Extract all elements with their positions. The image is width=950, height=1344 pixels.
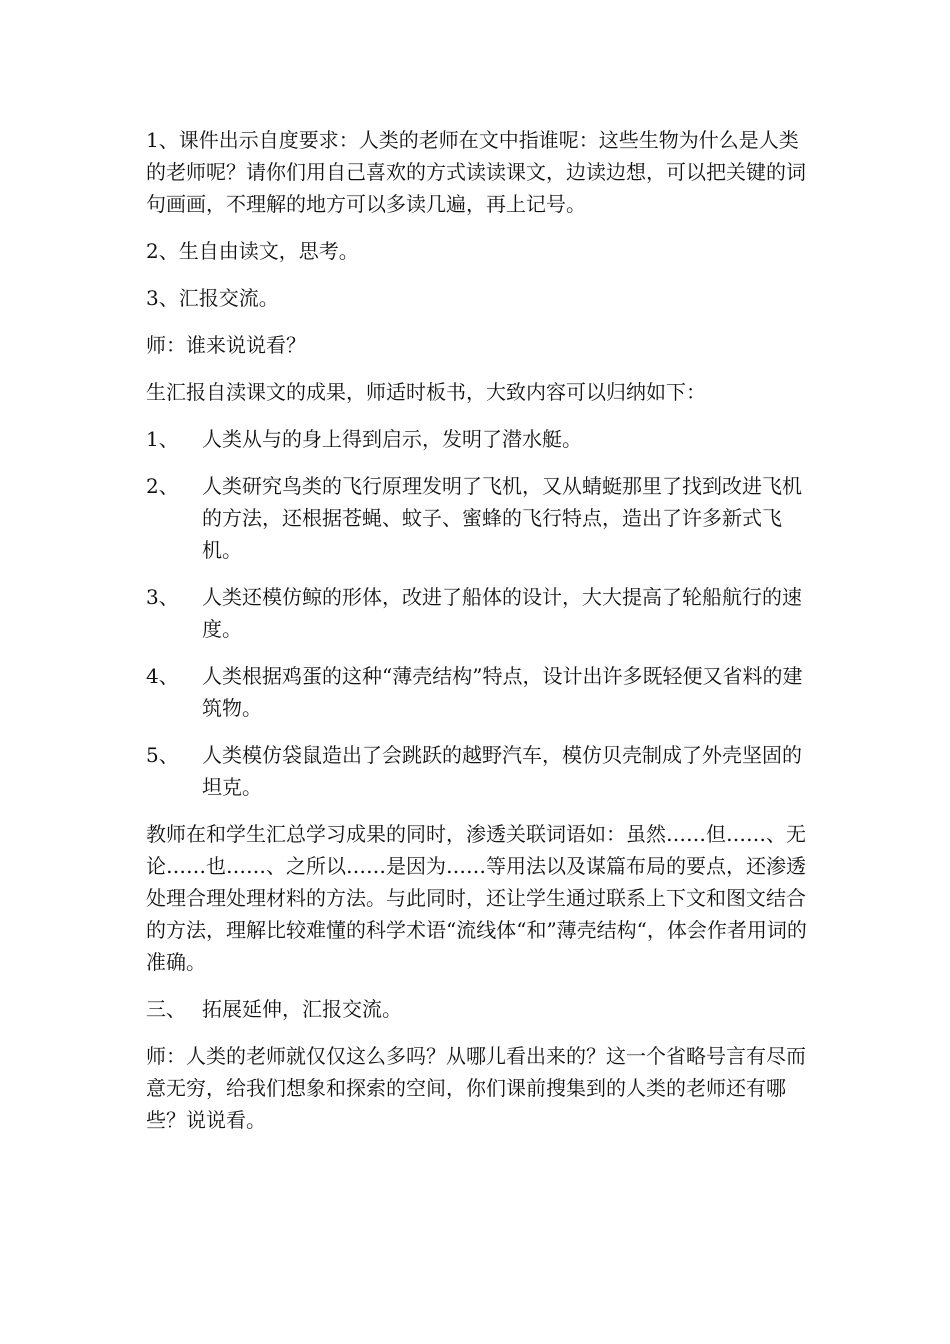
list-item-text: 人类根据鸡蛋的这种“薄壳结构”特点，设计出许多既轻便又省料的建筑物。 — [202, 664, 803, 720]
paragraph-teacher-extension-question: 师：人类的老师就仅仅这么多吗？从哪儿看出来的？这一个省略号言有尽而意无穷，给我们想象和探索的空间，你们课前搜集到的人类的老师还有哪些？说说看。 — [146, 1044, 806, 1132]
list-item-text: 人类从与的身上得到启示，发明了潜水艇。 — [202, 427, 582, 451]
list-item-number: 2、 — [146, 474, 179, 498]
paragraph-student-report: 生汇报自渎课文的成果，师适时板书，大致内容可以归纳如下： — [146, 380, 706, 404]
document-body — [146, 124, 810, 1151]
section-heading-extension — [146, 993, 810, 1025]
list-item — [146, 581, 810, 645]
paragraph-teacher-question: 师：谁来说说看？ — [146, 333, 306, 357]
list-item-text: 人类模仿袋鼠造出了会跳跃的越野汽车，模仿贝壳制成了外壳坚固的坦克。 — [202, 743, 802, 799]
list-item — [146, 660, 810, 724]
list-item-text: 人类还模仿鲸的形体，改进了船体的设计，大大提高了轮船航行的速度。 — [202, 585, 802, 641]
paragraph-free-reading: 2、生自由读文，思考。 — [146, 239, 359, 263]
paragraph-self-study-requirement: 1、课件出示自度要求：人类的老师在文中指谁呢：这些生物为什么是人类的老师呢？请你们用自己喜欢的方式读读课文，边读边想，可以把关键的词句画画，不理解的地方可以多读几遍，再上记号。 — [146, 128, 806, 216]
list-item-text: 人类研究鸟类的飞行原理发明了飞机，又从蜻蜓那里了找到改进飞机的方法，还根据苍蝇、蚊子、蜜蜂的飞行特点，造出了许多新式飞机。 — [202, 474, 802, 562]
paragraph-report-exchange: 3、汇报交流。 — [146, 286, 279, 310]
list-item — [146, 423, 810, 455]
paragraph-teacher-summary: 教师在和学生汇总学习成果的同时，渗透关联词语如：虽然……但……、无论……也……、之所以……是因为……等用法以及谋篇布局的要点，还渗透处理合理处理材料的方法。与此同时，还让学生通过联系上下文和图文结合的方法，理解比较难懂的科学术语“流线体“和”薄壳结构“，体会作者用词的准确。 — [146, 822, 807, 974]
list-item-number: 1、 — [146, 427, 179, 451]
section-title: 拓展延伸，汇报交流。 — [202, 997, 402, 1021]
list-item-number: 4、 — [146, 664, 179, 688]
list-item-number: 3、 — [146, 585, 179, 609]
list-item — [146, 739, 810, 803]
list-item — [146, 470, 810, 566]
section-number: 三、 — [146, 997, 186, 1021]
list-item-number: 5、 — [146, 743, 179, 767]
